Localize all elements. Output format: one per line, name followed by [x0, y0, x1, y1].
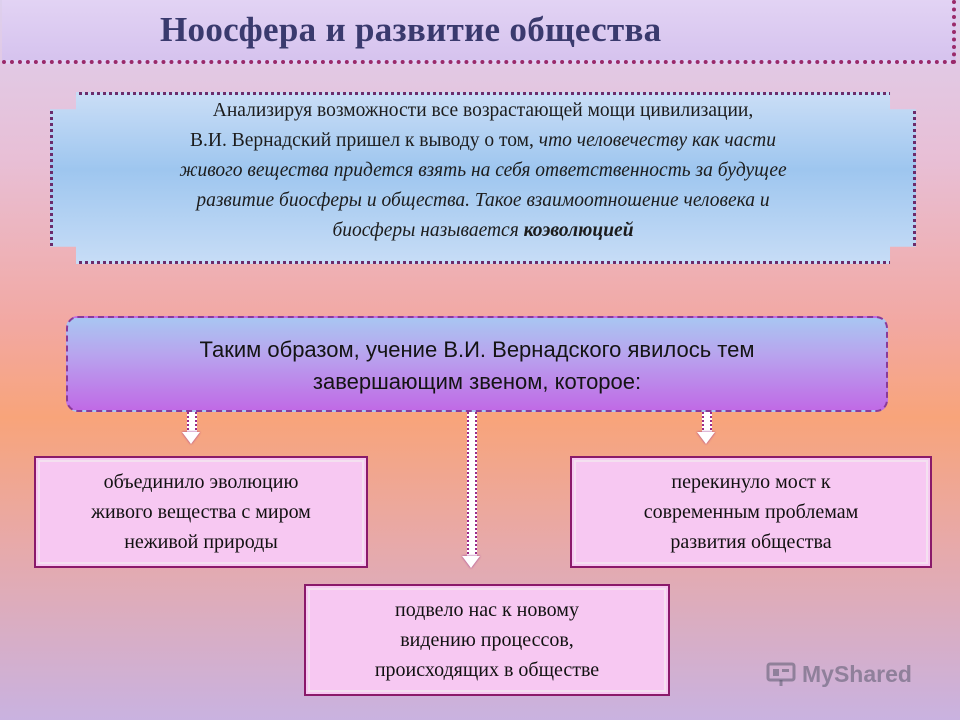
watermark-logo: [766, 656, 912, 692]
arrow-down-icon: [462, 556, 480, 568]
outcome-right-line: современным проблемам: [643, 501, 859, 523]
summary-text: [66, 334, 888, 398]
intro-text: [58, 96, 908, 246]
outcome-right-line: развития общества: [670, 531, 832, 553]
outcome-right-line: перекинуло мост к: [671, 471, 831, 493]
watermark-text: MyShared: [802, 660, 912, 687]
arrow-down-icon: [182, 432, 200, 444]
presentation-board-icon: [766, 661, 796, 687]
outcome-left-line: объединило эволюцию: [103, 471, 299, 493]
intro-line-4-text: развитие биосферы и общества. Такое взаимоотношение человека и: [196, 190, 770, 211]
connector-right: [702, 412, 712, 434]
intro-line-1: Анализируя возможности все возрастающей мощи цивилизации,: [212, 100, 754, 121]
outcome-text-right: [570, 467, 932, 557]
intro-line-2: [58, 126, 908, 156]
outcome-text-bottom: [304, 595, 670, 685]
intro-line-3-text: живого вещества придется взять на себя ответственность за будущее: [179, 160, 787, 181]
intro-line-5: [58, 216, 908, 246]
intro-line-4: [58, 186, 908, 216]
intro-line-2-plain: В.И. Вернадский пришел к выводу о том,: [190, 130, 539, 151]
connector-left: [187, 412, 197, 434]
outcome-left-line: живого вещества с миром: [91, 501, 311, 523]
summary-line-1: Таким образом, учение В.И. Вернадского явилось тем: [199, 337, 755, 362]
intro-line-5-text: биосферы называется: [332, 220, 524, 241]
intro-line-3: [58, 156, 908, 186]
arrow-down-icon: [697, 432, 715, 444]
outcome-text-left: [34, 467, 368, 557]
term-coevolution: коэволюцией: [523, 220, 634, 241]
outcome-bottom-line: подвело нас к новому: [395, 599, 579, 621]
outcome-bottom-line: видению процессов,: [400, 629, 574, 651]
intro-line-2-italic: что человечеству как части: [538, 130, 776, 151]
summary-line-2: завершающим звеном, которое:: [312, 369, 642, 394]
outcome-left-line: неживой природы: [124, 531, 278, 553]
connector-center: [467, 412, 477, 558]
outcome-bottom-line: происходящих в обществе: [374, 659, 600, 681]
slide-title: Ноосфера и развитие общества: [160, 10, 662, 49]
